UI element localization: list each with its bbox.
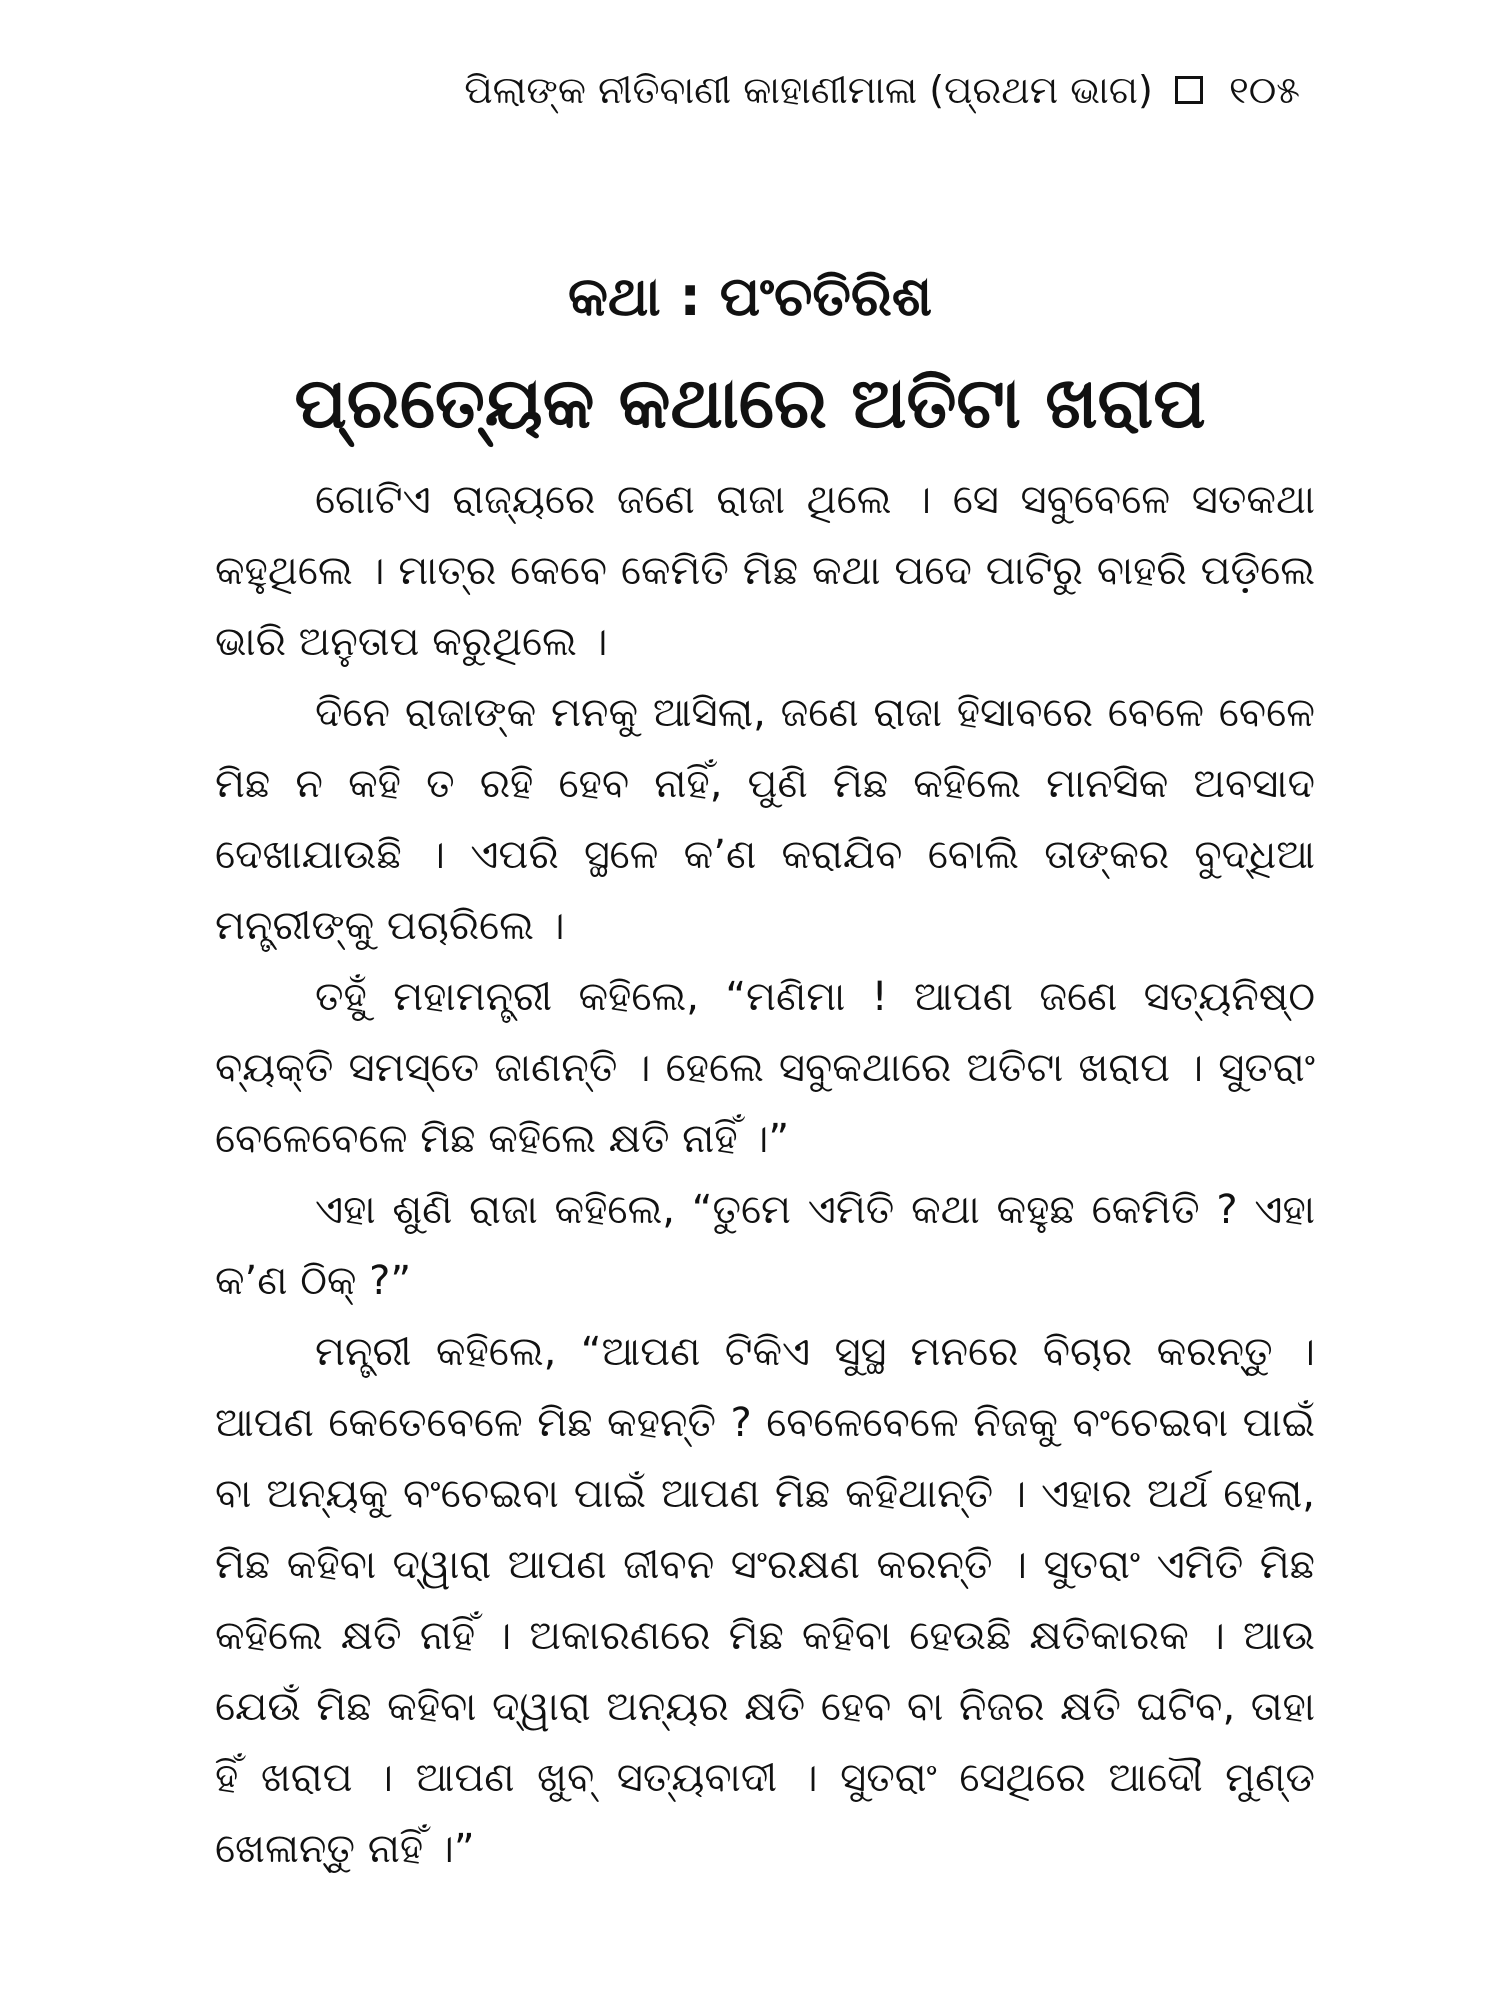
story-title: ପ୍ରତ୍ୟେକ କଥାରେ ଅତିଟା ଖରାପ bbox=[294, 362, 1206, 444]
paragraph: ଗୋଟିଏ ରାଜ୍ୟରେ ଜଣେ ରାଜା ଥିଲେ । ସେ ସବୁବେଳେ ସତକଥା କହୁଥିଲେ । ମାତ୍ର କେବେ କେମିତି ମିଛ କଥା ପଦେ ପାଟିରୁ ବାହରି ପଡ଼ିଲେ ଭାରି ଅନୁତାପ କରୁଥିଲେ । bbox=[215, 477, 1315, 665]
square-bullet-icon bbox=[1175, 76, 1203, 104]
running-header bbox=[400, 60, 1300, 120]
paragraph: ମନ୍ତ୍ରୀ କହିଲେ, “ଆପଣ ଟିକିଏ ସୁସ୍ଥ ମନରେ ବିଚାର କରନ୍ତୁ । ଆପଣ କେତେବେଳେ ମିଛ କହନ୍ତି ? ବେଳେବେଳେ ନିଜକୁ ବଂଚେଇବା ପାଇଁ ବା ଅନ୍ୟକୁ ବଂଚେଇବା ପାଇଁ ଆପଣ ମିଛ କହିଥାନ୍ତି । ଏହାର ଅର୍ଥ ହେଲା, ମିଛ କହିବା ଦ୍ୱାରା ଆପଣ ଜୀବନ ସଂରକ୍ଷଣ କରନ୍ତି । ସୁତରାଂ ଏମିତି ମିଛ କହିଲେ କ୍ଷତି ନାହିଁ । ଅକାରଣରେ ମିଛ କହିବା ହେଉଛି କ୍ଷତିକାରକ । ଆଉ ଯେଉଁ ମିଛ କହିବା ଦ୍ୱାରା ଅନ୍ୟର କ୍ଷତି ହେବ ବା ନିଜର କ୍ଷତି ଘଟିବ, ତାହା ହିଁ ଖରାପ । ଆପଣ ଖୁବ୍ ସତ୍ୟବାଦୀ । ସୁତରାଂ ସେଥିରେ ଆଦୌ ମୁଣ୍ଡ ଖେଳାନ୍ତୁ ନାହିଁ ।” bbox=[215, 1329, 1315, 1872]
story-body bbox=[215, 465, 1315, 1885]
book-title: ପିଲାଙ୍କ ନୀତିବାଣୀ କାହାଣୀମାଳା (ପ୍ରଥମ ଭାଗ) bbox=[464, 68, 1153, 112]
paragraph: ତହୁଁ ମହାମନ୍ତ୍ରୀ କହିଲେ, “ମଣିମା ! ଆପଣ ଜଣେ ସତ୍ୟନିଷ୍ଠ ବ୍ୟକ୍ତି ସମସ୍ତେ ଜାଣନ୍ତି । ହେଲେ ସବୁକଥାରେ ଅତିଟା ଖରାପ । ସୁତରାଂ ବେଳେବେଳେ ମିଛ କହିଲେ କ୍ଷତି ନାହିଁ ।” bbox=[215, 974, 1315, 1162]
page-number: ୧୦୫ bbox=[1228, 68, 1300, 112]
chapter-label: କଥା : ପଂଚତିରିଶ bbox=[567, 265, 933, 328]
paragraph: ଦିନେ ରାଜାଙ୍କ ମନକୁ ଆସିଲା, ଜଣେ ରାଜା ହିସାବରେ ବେଳେ ବେଳେ ମିଛ ନ କହି ତ ରହି ହେବ ନାହିଁ, ପୁଣି ମିଛ କହିଲେ ମାନସିକ ଅବସାଦ ଦେଖାଯାଉଛି । ଏପରି ସ୍ଥଳେ କ’ଣ କରାଯିବ ବୋଲି ତାଙ୍କର ବୁଦ୍ଧିଆ ମନ୍ତ୍ରୀଙ୍କୁ ପଚାରିଲେ । bbox=[215, 690, 1315, 949]
paragraph: ଏହା ଶୁଣି ରାଜା କହିଲେ, “ତୁମେ ଏମିତି କଥା କହୁଛ କେମିତି ? ଏହା କ’ଣ ଠିକ୍ ?” bbox=[215, 1187, 1315, 1304]
